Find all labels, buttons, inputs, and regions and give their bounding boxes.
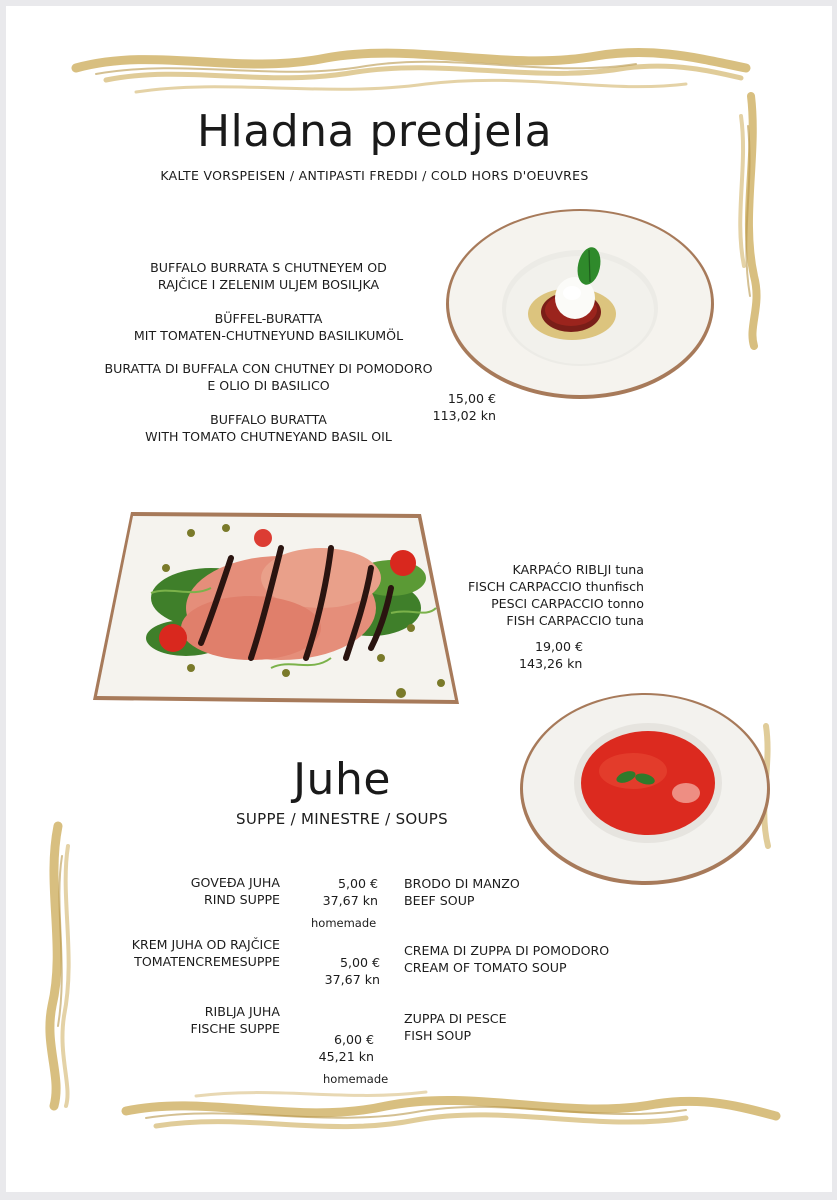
carpaccio-line-it: PESCI CARPACCIO tonno — [491, 596, 644, 611]
soup-tomato-names-right — [404, 942, 664, 976]
carpaccio-line-hr: KARPAĆO RIBLJI tuna — [512, 562, 644, 577]
soup-beef-name-en: BEEF SOUP — [404, 893, 475, 908]
burrata-line-en-1: BUFFALO BURATTA — [210, 412, 327, 427]
menu-page — [6, 6, 832, 1192]
tuna-carpaccio-plate-image — [91, 508, 461, 708]
burrata-price-eur: 15,00 € — [447, 391, 496, 406]
soup-fish-names-left — [66, 1003, 280, 1037]
soup-fish-name-hr: RIBLJA JUHA — [204, 1004, 280, 1019]
soup-tomato-price-eur: 5,00 € — [339, 955, 380, 970]
burrata-line-it-2: E OLIO DI BASILICO — [207, 378, 330, 393]
soup-fish-note: homemade — [323, 1072, 389, 1086]
burrata-price-kn: 113,02 kn — [432, 408, 496, 423]
soup-beef-note: homemade — [311, 916, 377, 930]
carpaccio-price-kn: 143,26 kn — [519, 656, 583, 671]
carpaccio-line-de: FISCH CARPACCIO thunfisch — [467, 579, 644, 594]
menu-item-tuna-carpaccio-description — [426, 561, 644, 629]
soup-fish-price — [290, 1031, 374, 1065]
soup-fish-name-de: FISCHE SUPPE — [190, 1021, 280, 1036]
burrata-line-de-2: MIT TOMATEN-CHUTNEYUND BASILIKUMÖL — [133, 328, 404, 343]
carpaccio-price — [519, 638, 619, 672]
soup-tomato-name-hr: KREM JUHA OD RAJČICE — [131, 937, 280, 952]
soup-beef-price-kn: 37,67 kn — [322, 893, 378, 908]
tomato-soup-bowl-image — [518, 691, 772, 887]
soup-beef-name-de: RIND SUPPE — [204, 892, 280, 907]
soup-tomato-price — [296, 954, 380, 988]
burrata-line-hr-2: RAJČICE I ZELENIM ULJEM BOSILJKA — [157, 277, 380, 292]
burrata-line-de-1: BÜFFEL-BURATTA — [214, 311, 323, 326]
burrata-line-en-2: WITH TOMATO CHUTNEYAND BASIL OIL — [145, 429, 392, 444]
soup-beef-name-hr: GOVEĐA JUHA — [190, 875, 280, 890]
burrata-line-hr-1: BUFFALO BURRATA S CHUTNEYEM OD — [150, 260, 387, 275]
section-title-cold-starters: Hladna predjela — [196, 106, 553, 157]
soup-beef-names-right — [404, 875, 604, 909]
section-subtitle-soups: SUPPE / MINESTRE / SOUPS — [236, 810, 448, 828]
carpaccio-price-eur: 19,00 € — [535, 639, 584, 654]
burrata-plate-image — [444, 206, 716, 402]
soup-tomato-name-de: TOMATENCREMESUPPE — [134, 954, 280, 969]
soup-fish-name-it: ZUPPA DI PESCE — [404, 1011, 507, 1026]
soup-beef-name-it: BRODO DI MANZO — [404, 876, 520, 891]
soup-beef-price — [296, 875, 378, 909]
soup-fish-names-right — [404, 1010, 604, 1044]
soup-tomato-price-kn: 37,67 kn — [324, 972, 380, 987]
soup-tomato-names-left — [56, 936, 280, 970]
menu-item-burrata-description — [86, 259, 451, 445]
burrata-line-it-1: BURATTA DI BUFFALA CON CHUTNEY DI POMODORO — [104, 361, 433, 376]
soup-beef-price-eur: 5,00 € — [337, 876, 378, 891]
soup-beef-names-left — [66, 874, 280, 908]
soup-fish-price-kn: 45,21 kn — [318, 1049, 374, 1064]
section-title-soups: Juhe — [293, 754, 391, 805]
soup-tomato-name-it: CREMA DI ZUPPA DI POMODORO — [404, 943, 610, 958]
soup-fish-name-en: FISH SOUP — [404, 1028, 472, 1043]
soup-fish-price-eur: 6,00 € — [333, 1032, 374, 1047]
carpaccio-line-en: FISH CARPACCIO tuna — [506, 613, 644, 628]
soup-tomato-name-en: CREAM OF TOMATO SOUP — [404, 960, 567, 975]
section-subtitle-cold-starters: KALTE VORSPEISEN / ANTIPASTI FREDDI / COLD HORS D'OEUVRES — [160, 168, 589, 183]
